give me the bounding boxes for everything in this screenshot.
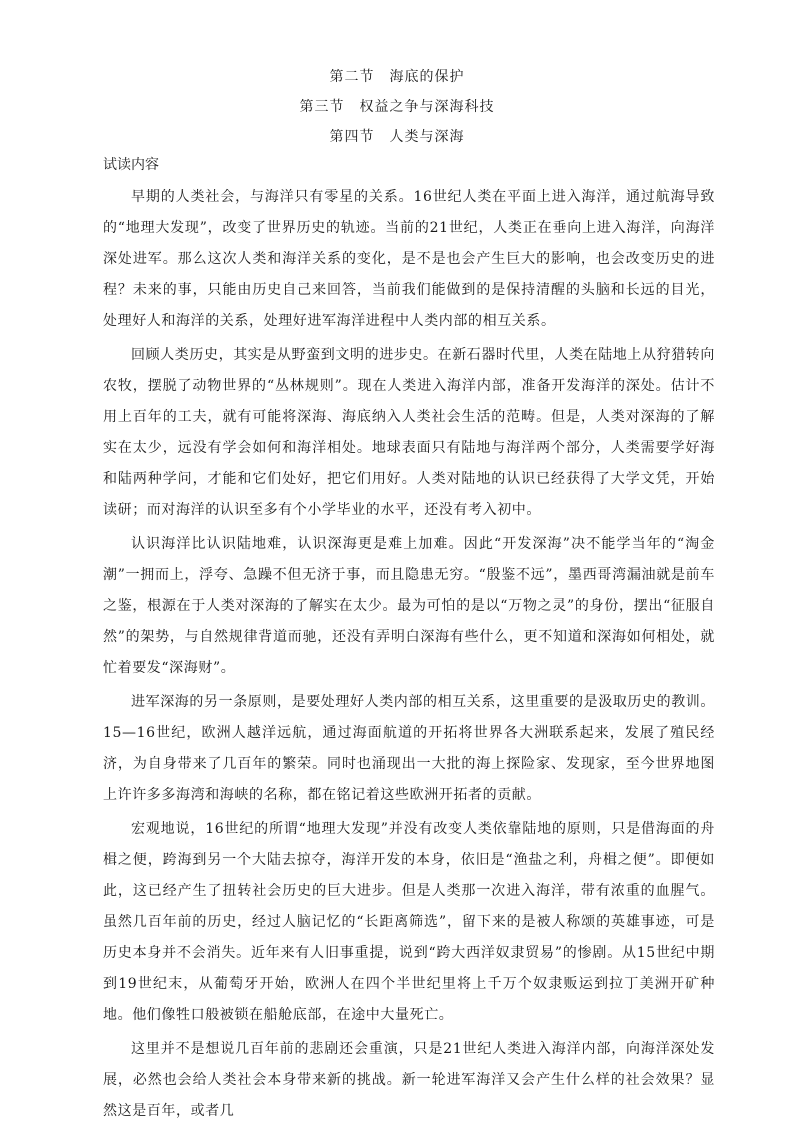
- section-headings: [0, 62, 794, 152]
- heading-section-3: 第三节 权益之争与深海科技: [299, 99, 495, 115]
- paragraph-6: 这里并不是想说几百年前的悲剧还会重演，只是21世纪人类进入海洋内部，向海洋深处发展，必然也会给人类社会本身带来新的挑战。新一轮进军海洋又会产生什么样的社会效果？显然这是百年，或者几: [103, 1041, 715, 1119]
- body-text: [103, 182, 715, 1130]
- trial-reading-label: 试读内容: [103, 157, 159, 173]
- paragraph-1: 早期的人类社会，与海洋只有零星的关系。16世纪人类在平面上进入海洋，通过航海导致的“地理大发现”，改变了世界历史的轨迹。当前的21世纪，人类正在垂向上进入海洋，向海洋深处进军。那么这次人类和海洋关系的变化，是不是也会产生巨大的影响，也会改变历史的进程？未来的事，只能由历史自己来回答，当前我们能做到的是保持清醒的头脑和长远的目光，处理好人和海洋的关系，处理好进军海洋进程中人类内部的相互关系。: [103, 189, 715, 329]
- paragraph-4: 进军深海的另一条原则，是要处理好人类内部的相互关系，这里重要的是汲取历史的教训。15—16世纪，欧洲人越洋远航，通过海面航道的开拓将世界各大洲联系起来，发展了殖民经济，为自身带来了几百年的繁荣。同时也涌现出一大批的海上探险家、发现家，至今世界地图上许许多多海湾和海峡的名称，都在铭记着这些欧洲开拓者的贡献。: [103, 694, 715, 803]
- heading-section-4: 第四节 人类与深海: [329, 129, 465, 145]
- paragraph-5: 宏观地说，16世纪的所谓“地理大发现”并没有改变人类依靠陆地的原则，只是借海面的舟楫之便，跨海到另一个大陆去掠夺，海洋开发的本身，依旧是“渔盐之利，舟楫之便”。即便如此，这已经产生了扭转社会历史的巨大进步。但是人类那一次进入海洋，带有浓重的血腥气。虽然几百年前的历史，经过人脑记忆的“长距离筛选”，留下来的是被人称颂的英雄事迹，可是历史本身并不会消失。近年来有人旧事重提，说到“跨大西洋奴隶贸易”的惨剧。从15世纪中期到19世纪末，从葡萄牙开始，欧洲人在四个半世纪里将上千万个奴隶贩运到拉丁美洲开矿种地。他们像牲口般被锁在船舱底部，在途中大量死亡。: [103, 821, 715, 1023]
- paragraph-2: 回顾人类历史，其实是从野蛮到文明的进步史。在新石器时代里，人类在陆地上从狩猎转向农牧，摆脱了动物世界的“丛林规则”。现在人类进入海洋内部，准备开发海洋的深处。估计不用上百年的工夫，就有可能将深海、海底纳入人类社会生活的范畴。但是，人类对深海的了解实在太少，远没有学会如何和海洋相处。地球表面只有陆地与海洋两个部分，人类需要学好海和陆两种学问，才能和它们处好，把它们用好。人类对陆地的认识已经获得了大学文凭，开始读研；而对海洋的认识至多有个小学毕业的水平，还没有考入初中。: [103, 347, 715, 518]
- paragraph-3: 认识海洋比认识陆地难，认识深海更是难上加难。因此“开发深海”决不能学当年的“淘金潮”一拥而上，浮夸、急躁不但无济于事，而且隐患无穷。“殷鉴不远”，墨西哥湾漏油就是前车之鉴，根源在于人类对深海的了解实在太少。最为可怕的是以“万物之灵”的身份，摆出“征服自然”的架势，与自然规律背道而驰，还没有弄明白深海有些什么，更不知道和深海如何相处，就忙着要发“深海财”。: [103, 536, 715, 676]
- heading-section-2: 第二节 海底的保护: [329, 69, 465, 85]
